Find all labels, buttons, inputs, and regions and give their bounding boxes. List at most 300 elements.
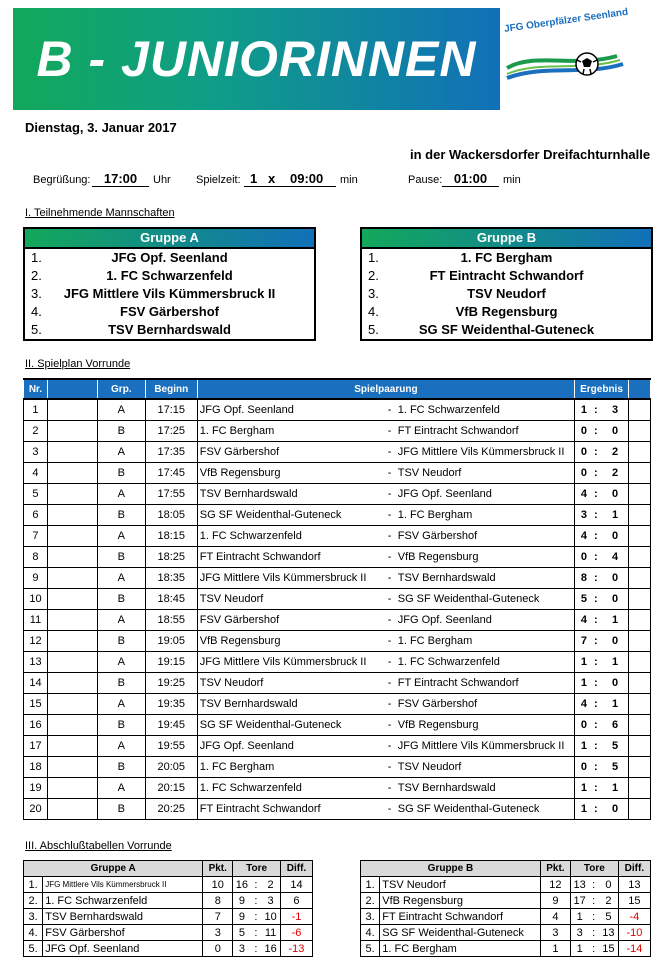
result-colon: : <box>594 782 598 794</box>
match-row <box>24 799 651 820</box>
pair-dash: - <box>387 677 392 689</box>
standing-diff: -1 <box>280 909 312 925</box>
match-result <box>575 399 629 421</box>
result-colon: : <box>594 488 598 500</box>
match-pairing <box>197 589 574 610</box>
standing-diff: -14 <box>618 941 650 957</box>
result-colon: : <box>594 572 598 584</box>
away-team: SG SF Weidenthal-Guteneck <box>397 803 540 815</box>
team-number: 5. <box>368 322 379 337</box>
result-colon: : <box>594 677 598 689</box>
match-pairing <box>197 694 574 715</box>
away-goals: 5 <box>611 761 619 773</box>
match-nr: 3 <box>24 442 48 463</box>
match-group: A <box>97 736 145 757</box>
match-group: B <box>97 589 145 610</box>
home-goals: 0 <box>580 551 588 563</box>
standing-pos: 3. <box>361 909 380 925</box>
match-blank <box>47 652 97 673</box>
col-pkt: Pkt. <box>203 861 233 877</box>
match-time: 17:45 <box>145 463 197 484</box>
result-colon: : <box>594 761 598 773</box>
col-nr: Nr. <box>24 379 48 399</box>
home-goals: 1 <box>580 740 588 752</box>
pause-label: Pause: <box>408 174 443 186</box>
match-row <box>24 631 651 652</box>
match-result <box>575 673 629 694</box>
group-b-table <box>360 227 653 341</box>
match-blank <box>47 715 97 736</box>
away-team: 1. FC Bergham <box>397 509 473 521</box>
standing-goals-against: 13 <box>599 925 618 941</box>
match-time: 18:35 <box>145 568 197 589</box>
standings-a-table <box>23 860 313 957</box>
standing-diff: 14 <box>280 877 312 893</box>
group-b-team <box>362 267 651 285</box>
standings-row <box>24 941 313 957</box>
standing-colon: : <box>251 877 262 893</box>
result-colon: : <box>594 593 598 605</box>
match-result <box>575 610 629 631</box>
pair-dash: - <box>387 803 392 815</box>
away-team: 1. FC Schwarzenfeld <box>397 404 500 416</box>
match-blank <box>629 799 651 820</box>
home-goals: 4 <box>580 488 588 500</box>
match-pairing <box>197 421 574 442</box>
match-blank <box>47 547 97 568</box>
match-time: 17:15 <box>145 399 197 421</box>
match-blank <box>47 799 97 820</box>
standing-colon: : <box>588 893 599 909</box>
playtime-x: x <box>268 171 276 186</box>
standing-colon: : <box>251 893 262 909</box>
home-goals: 1 <box>580 677 588 689</box>
col-pairing: Spielpaarung <box>197 379 574 399</box>
match-row <box>24 526 651 547</box>
standing-team: JFG Mittlere Vils Kümmersbruck II <box>43 877 203 893</box>
group-b-team <box>362 249 651 267</box>
group-b-title: Gruppe B <box>362 229 651 249</box>
match-row <box>24 694 651 715</box>
playtime-field <box>244 171 336 187</box>
team-number: 1. <box>31 250 42 265</box>
pair-dash: - <box>387 572 392 584</box>
match-group: A <box>97 610 145 631</box>
standings-row <box>24 909 313 925</box>
standing-goals-for: 9 <box>233 893 251 909</box>
away-goals: 0 <box>611 677 619 689</box>
away-goals: 0 <box>611 593 619 605</box>
match-row <box>24 715 651 736</box>
match-time: 18:55 <box>145 610 197 631</box>
col-diff: Diff. <box>618 861 650 877</box>
away-team: TSV Neudorf <box>397 467 462 479</box>
away-goals: 0 <box>611 572 619 584</box>
match-blank <box>629 526 651 547</box>
away-goals: 1 <box>611 698 619 710</box>
standing-colon: : <box>588 941 599 957</box>
match-group: A <box>97 652 145 673</box>
home-goals: 0 <box>580 467 588 479</box>
team-name: 1. FC Schwarzenfeld <box>106 268 233 283</box>
home-goals: 5 <box>580 593 588 605</box>
result-colon: : <box>594 656 598 668</box>
match-row <box>24 610 651 631</box>
result-colon: : <box>594 719 598 731</box>
match-time: 19:15 <box>145 652 197 673</box>
standing-goals-against: 5 <box>599 909 618 925</box>
standing-goals-for: 5 <box>233 925 251 941</box>
standing-pos: 3. <box>24 909 43 925</box>
col-result: Ergebnis <box>575 379 629 399</box>
match-blank <box>629 505 651 526</box>
away-goals: 0 <box>611 530 619 542</box>
schedule-table <box>23 378 651 820</box>
match-group: B <box>97 505 145 526</box>
away-team: JFG Mittlere Vils Kümmersbruck II <box>397 740 565 752</box>
match-group: B <box>97 799 145 820</box>
match-group: B <box>97 547 145 568</box>
team-name: VfB Regensburg <box>455 304 558 319</box>
away-goals: 3 <box>611 404 619 416</box>
standing-goals-for: 3 <box>570 925 588 941</box>
away-team: VfB Regensburg <box>397 719 479 731</box>
match-group: B <box>97 715 145 736</box>
match-row <box>24 652 651 673</box>
section-schedule-heading: II. Spielplan Vorrunde <box>25 358 131 370</box>
home-team: TSV Neudorf <box>199 677 264 689</box>
standing-pos: 2. <box>24 893 43 909</box>
match-row <box>24 589 651 610</box>
match-time: 19:35 <box>145 694 197 715</box>
match-nr: 11 <box>24 610 48 631</box>
home-team: VfB Regensburg <box>199 467 281 479</box>
match-time: 18:45 <box>145 589 197 610</box>
standings-row <box>361 941 651 957</box>
home-goals: 4 <box>580 698 588 710</box>
standing-pos: 5. <box>24 941 43 957</box>
home-team: TSV Neudorf <box>199 593 264 605</box>
club-logo <box>503 6 653 92</box>
match-pairing <box>197 778 574 799</box>
match-result <box>575 484 629 505</box>
match-pairing <box>197 442 574 463</box>
playtime-label: Spielzeit: <box>196 174 241 186</box>
home-goals: 1 <box>580 656 588 668</box>
pair-dash: - <box>387 446 392 458</box>
match-pairing <box>197 505 574 526</box>
match-result <box>575 736 629 757</box>
standing-colon: : <box>251 925 262 941</box>
schedule-header-row <box>24 379 651 399</box>
match-pairing <box>197 568 574 589</box>
match-group: A <box>97 484 145 505</box>
group-a-team <box>25 321 314 339</box>
standings-row <box>361 925 651 941</box>
greeting-time: 17:00 <box>92 171 149 187</box>
match-group: B <box>97 673 145 694</box>
standings-a-body <box>24 877 313 957</box>
match-group: A <box>97 442 145 463</box>
standing-team: VfB Regensburg <box>380 893 541 909</box>
match-pairing <box>197 526 574 547</box>
standings-b-header <box>361 861 651 877</box>
match-blank <box>629 421 651 442</box>
pair-dash: - <box>387 698 392 710</box>
match-pairing <box>197 547 574 568</box>
standing-pos: 4. <box>24 925 43 941</box>
away-goals: 4 <box>611 551 619 563</box>
standing-pos: 1. <box>24 877 43 893</box>
match-nr: 5 <box>24 484 48 505</box>
match-nr: 6 <box>24 505 48 526</box>
match-result <box>575 505 629 526</box>
col-tore: Tore <box>233 861 281 877</box>
home-goals: 4 <box>580 614 588 626</box>
match-time: 17:35 <box>145 442 197 463</box>
match-pairing <box>197 463 574 484</box>
pair-dash: - <box>387 740 392 752</box>
match-row <box>24 736 651 757</box>
away-goals: 5 <box>611 740 619 752</box>
match-blank <box>47 421 97 442</box>
away-goals: 0 <box>611 488 619 500</box>
standing-diff: -4 <box>618 909 650 925</box>
result-colon: : <box>594 698 598 710</box>
home-team: FT Eintracht Schwandorf <box>199 551 321 563</box>
match-row <box>24 673 651 694</box>
match-result <box>575 463 629 484</box>
group-a-team <box>25 249 314 267</box>
match-row <box>24 505 651 526</box>
match-pairing <box>197 610 574 631</box>
match-blank <box>629 484 651 505</box>
standings-row <box>24 877 313 893</box>
match-result <box>575 589 629 610</box>
away-goals: 2 <box>611 446 619 458</box>
greeting-label: Begrüßung: <box>33 174 91 186</box>
standing-points: 8 <box>203 893 233 909</box>
playtime-count: 1 <box>250 171 258 186</box>
match-blank <box>47 463 97 484</box>
match-blank <box>47 757 97 778</box>
home-team: TSV Bernhardswald <box>199 698 298 710</box>
standing-team: FT Eintracht Schwandorf <box>380 909 541 925</box>
match-blank <box>47 442 97 463</box>
team-name: JFG Opf. Seenland <box>111 250 228 265</box>
group-a-title: Gruppe A <box>25 229 314 249</box>
standings-b-table <box>360 860 651 957</box>
title-banner <box>13 8 500 110</box>
standing-points: 0 <box>203 941 233 957</box>
match-blank <box>629 547 651 568</box>
standing-goals-against: 11 <box>261 925 280 941</box>
standing-colon: : <box>251 941 262 957</box>
home-team: 1. FC Schwarzenfeld <box>199 530 302 542</box>
standing-team: TSV Neudorf <box>380 877 541 893</box>
match-nr: 2 <box>24 421 48 442</box>
match-result <box>575 442 629 463</box>
schedule-body <box>24 399 651 820</box>
page-title: B - JUNIORINNEN <box>36 31 477 87</box>
match-blank <box>47 694 97 715</box>
match-row <box>24 547 651 568</box>
standing-points: 3 <box>203 925 233 941</box>
event-date: Dienstag, 3. Januar 2017 <box>25 120 177 135</box>
away-goals: 2 <box>611 467 619 479</box>
match-time: 18:15 <box>145 526 197 547</box>
match-blank <box>629 715 651 736</box>
standings-row <box>24 893 313 909</box>
match-nr: 20 <box>24 799 48 820</box>
away-team: TSV Bernhardswald <box>397 782 496 794</box>
match-row <box>24 484 651 505</box>
standing-goals-against: 16 <box>261 941 280 957</box>
match-group: B <box>97 463 145 484</box>
match-time: 18:25 <box>145 547 197 568</box>
match-result <box>575 778 629 799</box>
home-team: FSV Gärbershof <box>199 446 280 458</box>
result-colon: : <box>594 614 598 626</box>
match-result <box>575 526 629 547</box>
team-number: 1. <box>368 250 379 265</box>
standing-colon: : <box>588 925 599 941</box>
away-goals: 1 <box>611 614 619 626</box>
standing-goals-for: 3 <box>233 941 251 957</box>
match-blank <box>47 631 97 652</box>
match-group: A <box>97 399 145 421</box>
home-team: SG SF Weidenthal-Guteneck <box>199 509 342 521</box>
team-name: 1. FC Bergham <box>460 250 553 265</box>
standing-team: SG SF Weidenthal-Guteneck <box>380 925 541 941</box>
standings-b-body <box>361 877 651 957</box>
match-result <box>575 652 629 673</box>
match-row <box>24 778 651 799</box>
result-colon: : <box>594 446 598 458</box>
pair-dash: - <box>387 614 392 626</box>
standing-pos: 4. <box>361 925 380 941</box>
match-nr: 8 <box>24 547 48 568</box>
team-number: 4. <box>368 304 379 319</box>
pair-dash: - <box>387 551 392 563</box>
away-team: TSV Neudorf <box>397 761 462 773</box>
match-time: 19:45 <box>145 715 197 736</box>
standing-points: 3 <box>540 925 570 941</box>
away-goals: 0 <box>611 635 619 647</box>
match-blank <box>629 694 651 715</box>
standing-colon: : <box>588 909 599 925</box>
pair-dash: - <box>387 509 392 521</box>
playtime-value: 09:00 <box>290 171 324 186</box>
match-blank <box>629 778 651 799</box>
home-goals: 0 <box>580 425 588 437</box>
away-team: FT Eintracht Schwandorf <box>397 425 519 437</box>
result-colon: : <box>594 467 598 479</box>
home-goals: 0 <box>580 719 588 731</box>
standings-a-header <box>24 861 313 877</box>
match-pairing <box>197 484 574 505</box>
match-result <box>575 421 629 442</box>
away-goals: 1 <box>611 656 619 668</box>
match-time: 18:05 <box>145 505 197 526</box>
match-blank <box>629 442 651 463</box>
standing-diff: 15 <box>618 893 650 909</box>
match-group: A <box>97 778 145 799</box>
match-time: 19:25 <box>145 673 197 694</box>
col-blank <box>47 379 97 399</box>
result-colon: : <box>594 509 598 521</box>
match-result <box>575 757 629 778</box>
match-row <box>24 568 651 589</box>
standing-team: 1. FC Bergham <box>380 941 541 957</box>
home-goals: 0 <box>580 761 588 773</box>
standing-points: 1 <box>540 941 570 957</box>
match-row <box>24 757 651 778</box>
match-blank <box>629 568 651 589</box>
standing-colon: : <box>588 877 599 893</box>
away-team: TSV Bernhardswald <box>397 572 496 584</box>
match-row <box>24 421 651 442</box>
match-result <box>575 547 629 568</box>
pair-dash: - <box>387 761 392 773</box>
team-name: JFG Mittlere Vils Kümmersbruck II <box>63 286 276 301</box>
match-nr: 10 <box>24 589 48 610</box>
standing-goals-against: 0 <box>599 877 618 893</box>
team-number: 3. <box>368 286 379 301</box>
match-result <box>575 694 629 715</box>
standing-goals-against: 3 <box>261 893 280 909</box>
home-team: 1. FC Bergham <box>199 761 275 773</box>
standing-goals-for: 13 <box>570 877 588 893</box>
team-name: FT Eintracht Schwandorf <box>429 268 584 283</box>
standing-goals-for: 1 <box>570 909 588 925</box>
match-blank <box>47 610 97 631</box>
standings-a-title: Gruppe A <box>24 861 203 877</box>
match-pairing <box>197 399 574 421</box>
match-time: 20:15 <box>145 778 197 799</box>
match-blank <box>629 589 651 610</box>
home-goals: 1 <box>580 803 588 815</box>
match-nr: 9 <box>24 568 48 589</box>
match-time: 17:55 <box>145 484 197 505</box>
result-colon: : <box>594 404 598 416</box>
team-number: 5. <box>31 322 42 337</box>
match-blank <box>47 778 97 799</box>
match-time: 20:25 <box>145 799 197 820</box>
home-team: 1. FC Bergham <box>199 425 275 437</box>
standing-diff: -13 <box>280 941 312 957</box>
match-blank <box>47 589 97 610</box>
match-pairing <box>197 715 574 736</box>
match-group: A <box>97 526 145 547</box>
match-result <box>575 799 629 820</box>
pair-dash: - <box>387 719 392 731</box>
home-team: TSV Bernhardswald <box>199 488 298 500</box>
standing-goals-for: 17 <box>570 893 588 909</box>
result-colon: : <box>594 803 598 815</box>
group-a-team <box>25 285 314 303</box>
away-team: FSV Gärbershof <box>397 698 478 710</box>
match-blank <box>47 526 97 547</box>
match-nr: 1 <box>24 399 48 421</box>
standing-goals-for: 1 <box>570 941 588 957</box>
match-nr: 7 <box>24 526 48 547</box>
col-tore: Tore <box>570 861 618 877</box>
match-group: B <box>97 631 145 652</box>
pause-value: 01:00 <box>442 171 499 187</box>
home-goals: 7 <box>580 635 588 647</box>
standings-b-title: Gruppe B <box>361 861 541 877</box>
